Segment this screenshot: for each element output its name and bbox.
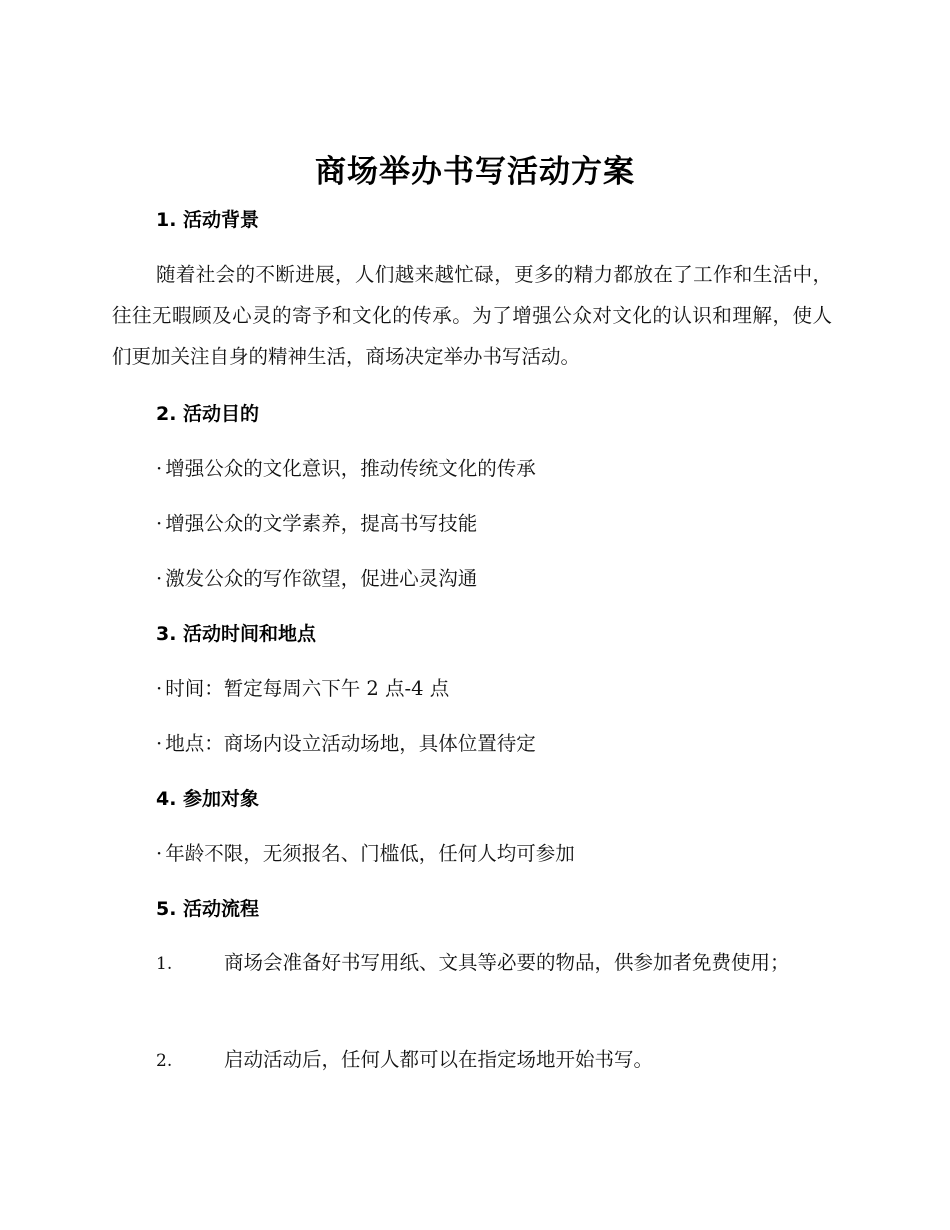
list-item: [112, 1039, 832, 1082]
list-item: · 时间：暂定每周六下午 2 点-4 点: [156, 675, 449, 703]
background-paragraph: 随着社会的不断进展，人们越来越忙碌，更多的精力都放在了工作和生活中，往往无暇顾及心灵的寄予和文化的传承。为了增强公众对文化的认识和理解，使人们更加关注自身的精神生活，商场决定举办书写活动。: [112, 263, 832, 368]
bullet-dot: ·: [156, 567, 163, 590]
step-text: 商场会准备好书写用纸、文具等必要的物品，供参加者免费使用；: [224, 951, 790, 974]
list-item: [112, 942, 832, 985]
list-item: · 增强公众的文化意识，推动传统文化的传承: [156, 455, 536, 483]
section-heading-participants: 4. 参加对象: [156, 788, 260, 810]
bullet-dot: ·: [156, 677, 163, 700]
bullet-dot: ·: [156, 732, 163, 755]
document-title: 商场举办书写活动方案: [315, 154, 635, 190]
section-heading-background: 1. 活动背景: [156, 209, 260, 231]
list-item: · 激发公众的写作欲望，促进心灵沟通: [156, 565, 477, 593]
step-number: 2.: [156, 1051, 173, 1071]
bullet-dot: ·: [156, 457, 163, 480]
bullet-dot: ·: [156, 842, 163, 865]
list-item: · 年龄不限，无须报名、门槛低，任何人均可参加: [156, 840, 575, 868]
step-text: 启动活动后，任何人都可以在指定场地开始书写。: [224, 1048, 654, 1071]
section-heading-purpose: 2. 活动目的: [156, 403, 260, 425]
bullet-dot: ·: [156, 512, 163, 535]
list-item: · 增强公众的文学素养，提高书写技能: [156, 510, 477, 538]
section-heading-time-location: 3. 活动时间和地点: [156, 623, 317, 645]
list-item: · 地点：商场内设立活动场地，具体位置待定: [156, 730, 536, 758]
step-number: 1.: [156, 954, 173, 974]
section-heading-process: 5. 活动流程: [156, 898, 260, 920]
